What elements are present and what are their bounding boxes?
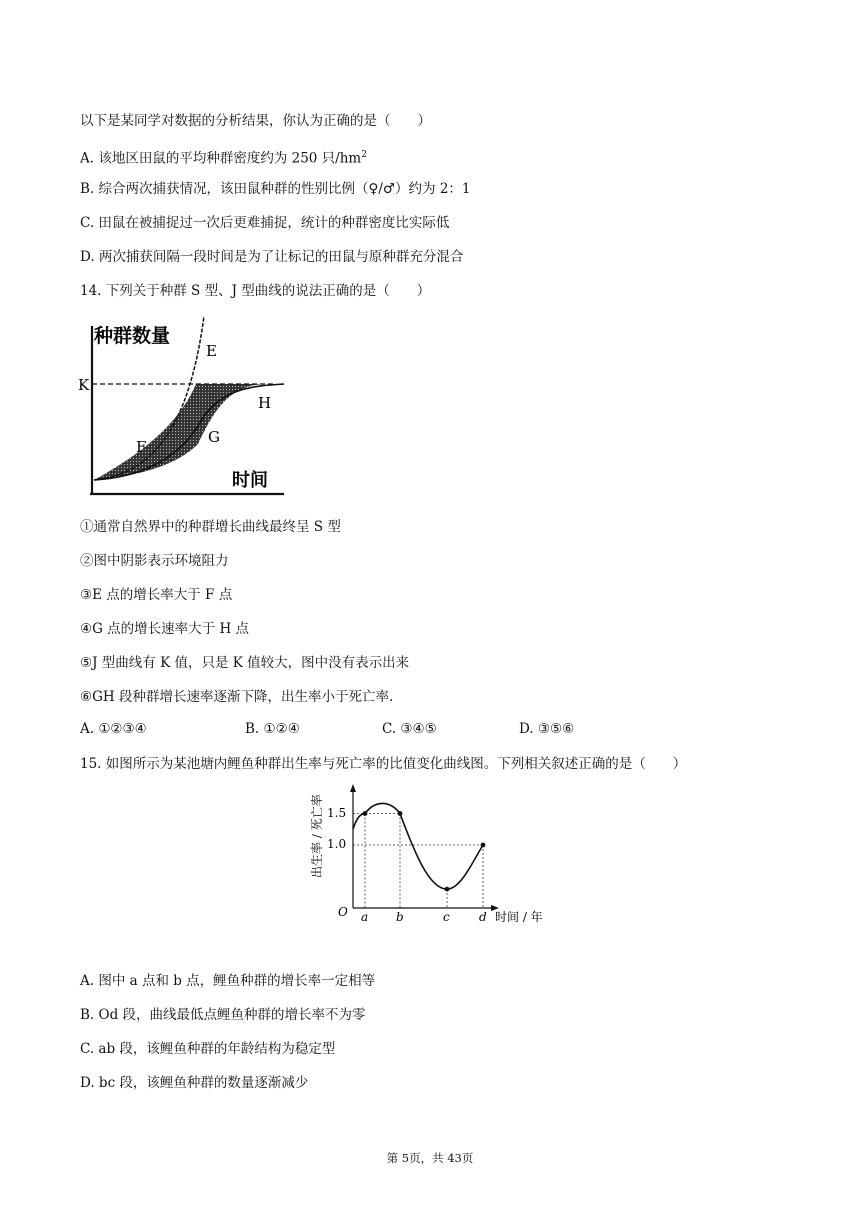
q15-xlabel: 时间 / 年 [495,910,543,924]
q15-curve [353,803,483,889]
q15-xtick-a: a [361,910,369,924]
q14-statement-2: ②图中阴影表示环境阻力 [80,553,229,569]
q15-point-b [398,811,403,816]
q15-option-c: C. ab 段，该鲤鱼种群的年龄结构为稳定型 [80,1041,336,1057]
q15-xtick-d: d [479,910,487,924]
q13-option-a [80,146,367,168]
q14-figure [78,316,290,500]
q15-option-a: A. 图中 a 点和 b 点，鲤鱼种群的增长率一定相等 [80,973,376,989]
q13-option-a-text: A. 该地区田鼠的平均种群密度约为 250 只/hm [80,150,362,167]
q13-option-b: B. 综合两次捕获情况，该田鼠种群的性别比例（♀/♂）约为 2：1 [80,181,471,197]
q14-option-b: B. ①②④ [245,721,300,737]
q14-k-label: K [78,376,90,394]
q14-statement-3: ③E 点的增长率大于 F 点 [80,587,233,603]
q14-shaded-area [94,384,264,480]
q15-point-d [481,843,486,848]
q14-option-a: A. ①②③④ [80,721,147,737]
q15-chart [305,782,565,934]
q14-statement-1: ①通常自然界中的种群增长曲线最终呈 S 型 [80,519,341,535]
q15-point-c [445,887,450,892]
q15-stem: 15. 如图所示为某池塘内鲤鱼种群出生率与死亡率的比值变化曲线图。下列相关叙述正确的是（ ） [80,756,687,772]
q15-point-a [363,811,368,816]
q13-option-c: C. 田鼠在被捕捉过一次后更难捕捉，统计的种群密度比实际低 [80,215,450,231]
q14-statement-4: ④G 点的增长速率大于 H 点 [80,621,250,637]
q14-label-h: H [258,394,272,412]
q14-xlabel: 时间 [232,470,268,491]
q14-stem: 14. 下列关于种群 S 型、J 型曲线的说法正确的是（ ） [80,283,431,299]
q15-ylabel: 出生率 / 死亡率 [310,794,324,878]
q15-y-arrow [350,784,356,792]
page-footer: 第 5页，共 43页 [386,1151,474,1165]
q15-xtick-c: c [443,910,450,924]
q15-option-d: D. bc 段，该鲤鱼种群的数量逐渐减少 [80,1075,309,1091]
q14-option-c: C. ③④⑤ [382,721,437,737]
q15-ytick-1.5: 1.5 [327,806,347,820]
q15-ytick-1.0: 1.0 [327,837,347,851]
q14-label-g: G [208,428,220,446]
q15-option-b: B. Od 段，曲线最低点鲤鱼种群的增长率不为零 [80,1007,366,1023]
q13-option-a-sup: 2 [361,150,367,160]
q13-option-d: D. 两次捕获间隔一段时间是为了让标记的田鼠与原种群充分混合 [80,249,464,265]
q14-option-d: D. ③⑤⑥ [519,721,575,737]
q14-label-e: E [206,342,217,360]
q13-stem: 以下是某同学对数据的分析结果，你认为正确的是（ ） [80,113,431,129]
q14-statement-5: ⑤J 型曲线有 K 值，只是 K 值较大，图中没有表示出来 [80,655,410,671]
q15-origin-label: O [338,905,348,919]
q15-xtick-b: b [396,910,404,924]
q14-options [80,721,780,739]
q14-statement-6: ⑥GH 段种群增长速率逐渐下降，出生率小于死亡率. [80,689,394,705]
q14-label-f: F [136,438,147,456]
q14-ylabel: 种群数量 [94,325,171,347]
